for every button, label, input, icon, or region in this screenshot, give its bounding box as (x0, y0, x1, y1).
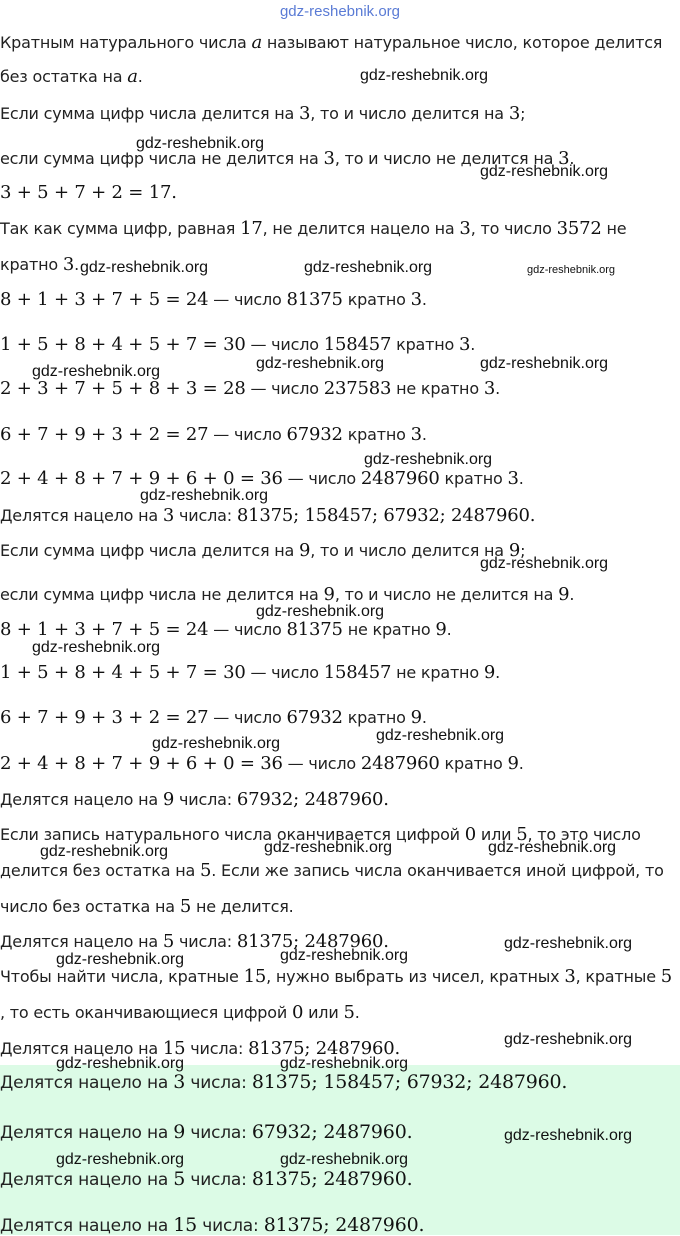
rule5-line-3: число без остатка на 5 не делится. (0, 896, 294, 917)
site-header[interactable]: gdz-reshebnik.org (279, 3, 401, 20)
result-5: Делятся нацело на 5 числа: 81375; 2487960. (0, 931, 389, 952)
watermark: gdz-reshebnik.org (527, 264, 616, 276)
watermark: gdz-reshebnik.org (152, 735, 281, 752)
watermark: gdz-reshebnik.org (280, 947, 409, 964)
watermark: gdz-reshebnik.org (56, 1151, 185, 1168)
watermark: gdz-reshebnik.org (256, 603, 385, 620)
watermark: gdz-reshebnik.org (480, 555, 609, 572)
calc3-158457: 1 + 5 + 8 + 4 + 5 + 7 = 30 — число 158457 кратно 3. (0, 334, 476, 355)
watermark: gdz-reshebnik.org (136, 135, 265, 152)
watermark: gdz-reshebnik.org (280, 1055, 409, 1072)
result-3: Делятся нацело на 3 числа: 81375; 158457; 67932; 2487960. (0, 505, 536, 526)
watermark: gdz-reshebnik.org (280, 1151, 409, 1168)
rule3-line-1: Если сумма цифр числа делится на 3, то и число делится на 3; (0, 103, 526, 124)
watermark: gdz-reshebnik.org (488, 839, 617, 856)
watermark: gdz-reshebnik.org (360, 67, 489, 84)
watermark: gdz-reshebnik.org (80, 259, 209, 276)
conclusion-3572-line-1: Так как сумма цифр, равная 17, не делится нацело на 3, то число 3572 не (0, 218, 627, 239)
answer-5: Делятся нацело на 5 числа: 81375; 2487960. (0, 1168, 413, 1190)
definition-line-1: Кратным натурального числа a называют натуральное число, которое делится (0, 32, 663, 53)
conclusion-3572-line-2: кратно 3. (0, 254, 80, 275)
watermark: gdz-reshebnik.org (376, 727, 505, 744)
answer-15: Делятся нацело на 15 числа: 81375; 2487960. (0, 1214, 425, 1236)
watermark: gdz-reshebnik.org (32, 639, 161, 656)
watermark: gdz-reshebnik.org (40, 843, 169, 860)
watermark: gdz-reshebnik.org (56, 951, 185, 968)
watermark: gdz-reshebnik.org (480, 355, 609, 372)
calc3-237583: 2 + 3 + 7 + 5 + 8 + 3 = 28 — число 237583 не кратно 3. (0, 378, 500, 399)
watermark: gdz-reshebnik.org (504, 935, 633, 952)
rule15-line-2: , то есть оканчивающиеся цифрой 0 или 5. (0, 1002, 360, 1023)
watermark: gdz-reshebnik.org (504, 1031, 633, 1048)
rule5-line-2: делится без остатка на 5. Если же запись числа оканчивается иной цифрой, то (0, 860, 664, 881)
rule9-line-1: Если сумма цифр числа делится на 9, то и число делится на 9; (0, 540, 526, 561)
calc3-67932: 6 + 7 + 9 + 3 + 2 = 27 — число 67932 кратно 3. (0, 424, 427, 445)
calc3-2487960: 2 + 4 + 8 + 7 + 9 + 6 + 0 = 36 — число 2487960 кратно 3. (0, 468, 524, 489)
calc3-81375: 8 + 1 + 3 + 7 + 5 = 24 — число 81375 кратно 3. (0, 289, 427, 310)
rule3-line-2: если сумма цифр числа не делится на 3, то и число не делится на 3. (0, 148, 575, 169)
watermark: gdz-reshebnik.org (56, 1055, 185, 1072)
result-9: Делятся нацело на 9 числа: 67932; 2487960. (0, 789, 389, 810)
watermark: gdz-reshebnik.org (32, 363, 161, 380)
rule15-line-1: Чтобы найти числа, кратные 15, нужно выбрать из чисел, кратных 3, кратные 5 (0, 966, 673, 987)
calc9-158457: 1 + 5 + 8 + 4 + 5 + 7 = 30 — число 158457 не кратно 9. (0, 662, 500, 683)
calc9-2487960: 2 + 4 + 8 + 7 + 9 + 6 + 0 = 36 — число 2487960 кратно 9. (0, 753, 524, 774)
calc9-67932: 6 + 7 + 9 + 3 + 2 = 27 — число 67932 кратно 9. (0, 707, 427, 728)
answer-3: Делятся нацело на 3 числа: 81375; 158457; 67932; 2487960. (0, 1071, 568, 1093)
result-15: Делятся нацело на 15 числа: 81375; 2487960. (0, 1038, 400, 1059)
rule5-line-1: Если запись натурального числа оканчивается цифрой 0 или 5, то это число (0, 824, 641, 845)
rule9-line-2: если сумма цифр числа не делится на 9, то и число не делится на 9. (0, 584, 575, 605)
watermark: gdz-reshebnik.org (256, 355, 385, 372)
answer-9: Делятся нацело на 9 числа: 67932; 2487960. (0, 1121, 413, 1143)
watermark: gdz-reshebnik.org (304, 259, 433, 276)
calc9-81375: 8 + 1 + 3 + 7 + 5 = 24 — число 81375 не кратно 9. (0, 619, 452, 640)
sum-3572: 3 + 5 + 7 + 2 = 17. (0, 182, 177, 203)
watermark: gdz-reshebnik.org (504, 1127, 633, 1144)
watermark: gdz-reshebnik.org (480, 163, 609, 180)
watermark: gdz-reshebnik.org (140, 487, 269, 504)
definition-line-2: без остатка на a. (0, 66, 143, 87)
watermark: gdz-reshebnik.org (264, 839, 393, 856)
watermark: gdz-reshebnik.org (364, 451, 493, 468)
